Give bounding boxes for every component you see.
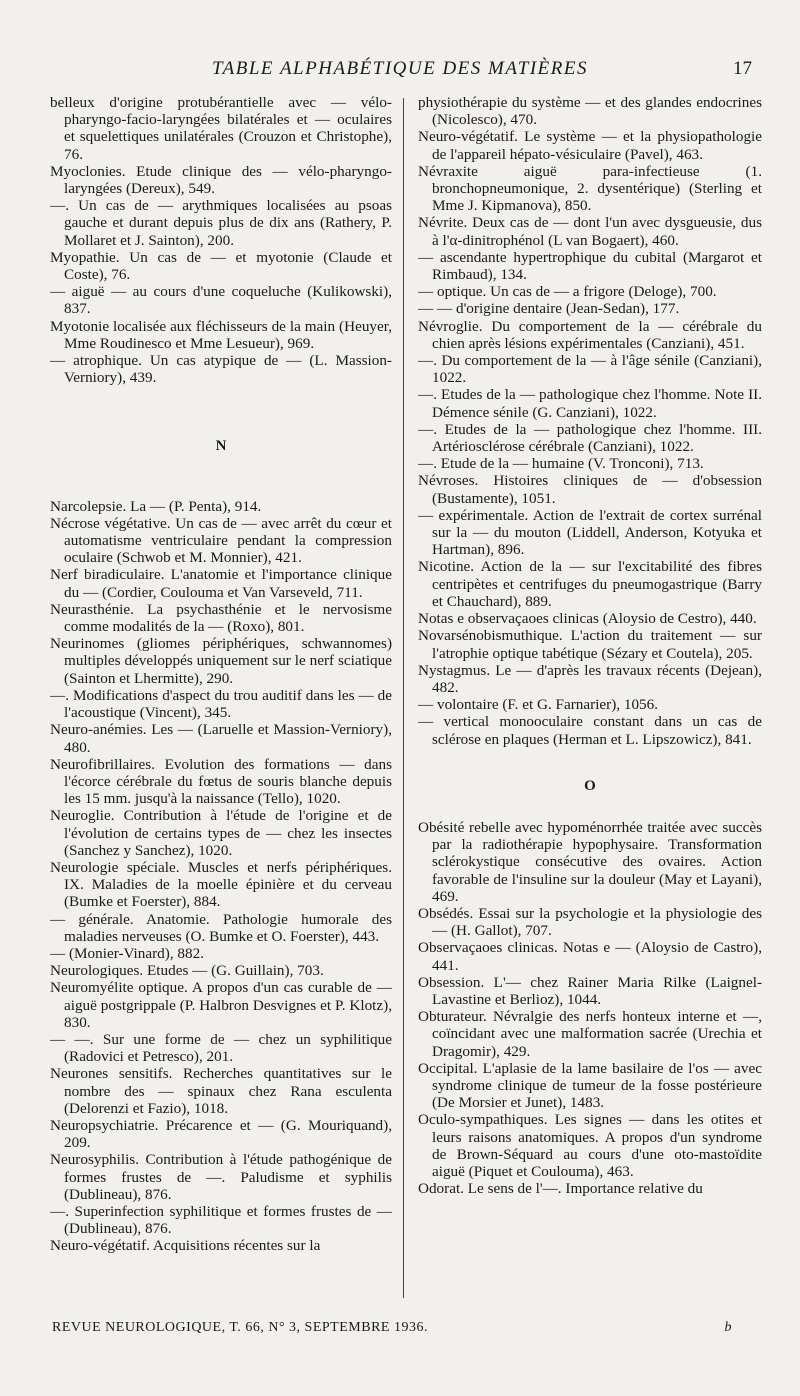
index-entry: Obturateur. Névralgie des nerfs honteux interne et —, coïncidant avec une malformation sacrée (Urechia et Dragomir), 429. — [418, 1008, 762, 1060]
index-entry: — aiguë — au cours d'une coqueluche (Kulikowski), 837. — [50, 283, 392, 318]
index-entry: Myoclonies. Etude clinique des — vélo-pharyngo-laryngées (Dereux), 549. — [50, 162, 392, 198]
section-letter-o: O — [584, 777, 596, 794]
index-entry: Névroglie. Du comportement de la — cérébrale du chien après lésions expérimentales (Canziani), 451. — [418, 317, 762, 352]
index-entry: —. Du comportement de la — à l'âge sénile (Canziani), 1022. — [418, 352, 762, 387]
index-entry: belleux d'origine protubérantielle avec — vélo-pharyngo-facio-laryngées bilatérales et — oculaires et squelettiques unilatérales (Crouzon et Christophe), 76. — [50, 94, 392, 163]
index-entry: — volontaire (F. et G. Farnarier), 1056. — [418, 696, 659, 714]
index-entry: Neurones sensitifs. Recherches quantitatives sur le nombre des — spinaux chez Rana esculenta (Delorenzi et Fazio), 1018. — [50, 1065, 392, 1117]
index-entry: —. Superinfection syphilitique et formes frustes de — (Dublineau), 876. — [50, 1202, 392, 1238]
column-divider — [403, 98, 404, 1298]
index-entry: Myopathie. Un cas de — et myotonie (Claude et Coste), 76. — [50, 248, 392, 284]
journal-citation: REVUE NEUROLOGIQUE, T. 66, N° 3, SEPTEMBRE 1936. — [52, 1320, 428, 1335]
index-entry: Neurinomes (gliomes périphériques, schwannomes) multiples développés uniquement sur le nerf sciatique (Sainton et Lhermitte), 290. — [50, 635, 392, 687]
index-entry: Névroses. Histoires cliniques de — d'obsession (Bustamente), 1051. — [418, 472, 762, 507]
index-entry: Nerf biradiculaire. L'anatomie et l'importance clinique du — (Cordier, Coulouma et Van Varseveld, 711. — [50, 566, 392, 601]
index-entry: Névraxite aiguë para-infectieuse (1. bronchopneumonique, 2. dysentérique) (Sterling et Mme J. Kipmanova), 850. — [418, 162, 762, 215]
right-column — [418, 94, 762, 1309]
index-entry: Novarsénobismuthique. L'action du traitement — sur l'atrophie optique tabétique (Sézary et Coutela), 205. — [418, 627, 762, 662]
index-entry: Neuroglie. Contribution à l'étude de l'origine et de l'évolution de certains types de — chez les insectes (Sanchez y Sanchez), 1020. — [50, 807, 392, 859]
index-entry: Nystagmus. Le — d'après les travaux récents (Dejean), 482. — [418, 661, 762, 696]
index-entry: — —. Sur une forme de — chez un syphilitique (Radovici et Petresco), 201. — [50, 1030, 392, 1066]
index-entry: — expérimentale. Action de l'extrait de cortex surrénal sur la — du mouton (Liddell, Anderson, Kotyuka et Hartman), 896. — [418, 506, 762, 559]
index-entry: Narcolepsie. La — (P. Penta), 914. — [50, 497, 262, 515]
index-entry: Obsédés. Essai sur la psychologie et la physiologie des — (H. Gallot), 707. — [418, 904, 762, 940]
index-entry: Obésité rebelle avec hypoménorrhée traitée avec succès par la radiothérapie hypophysaire. Transformation sclérokystique consécutive des ovaires. Action favorable de l'insuline sur la douleur (May et Layani), 469. — [418, 818, 762, 905]
index-entry: —. Etudes de la — pathologique chez l'homme. Note II. Démence sénile (G. Canziani), 1022. — [418, 386, 762, 421]
index-entry: Neurologiques. Etudes — (G. Guillain), 703. — [50, 962, 324, 980]
index-entry: —. Etudes de la — pathologique chez l'homme. III. Artériosclérose cérébrale (Canziani), 1022. — [418, 420, 762, 456]
index-entry: — ascendante hypertrophique du cubital (Margarot et Rimbaud), 134. — [418, 248, 762, 284]
page-number: 17 — [733, 58, 752, 79]
index-entry: Neurofibrillaires. Evolution des formations — dans l'écorce cérébrale du fœtus de souris blanche depuis les 15 mm. jusqu'à la naissance (Tello), 1020. — [50, 755, 392, 808]
index-entry: —. Un cas de — arythmiques localisées au psoas gauche et durant depuis plus de dix ans (Rathery, P. Mollaret et J. Sainton), 200. — [50, 197, 392, 249]
index-entry: Nicotine. Action de la — sur l'excitabilité des fibres centripètes et centrifuges du pneumogastrique (Barry et Chauchard), 889. — [418, 558, 762, 610]
index-entry: — (Monier-Vinard), 882. — [50, 944, 204, 962]
index-entry: — atrophique. Un cas atypique de — (L. Massion-Verniory), 439. — [50, 352, 392, 387]
index-entry: physiothérapie du système — et des glandes endocrines (Nicolesco), 470. — [418, 94, 762, 129]
index-entry: Neurologie spéciale. Muscles et nerfs périphériques. IX. Maladies de la moelle épinière et du cerveau (Bumke et Foerster), 884. — [50, 858, 392, 911]
index-entry: Odorat. Le sens de l'—. Importance relative du — [418, 1180, 703, 1198]
index-entry: Neuro-végétatif. Acquisitions récentes sur la — [50, 1237, 321, 1255]
index-entry: Neuropsychiatrie. Précarence et — (G. Mouriquand), 209. — [50, 1116, 392, 1152]
index-entry: — vertical monooculaire constant dans un cas de sclérose en plaques (Herman et L. Lipszowicz), 841. — [418, 713, 762, 748]
index-entry: Occipital. L'aplasie de la lame basilaire de l'os — avec syndrome clinique de tumeur de la fosse postérieure (De Morsier et Junet), 1483. — [418, 1059, 762, 1112]
index-entry: —. Modifications d'aspect du trou auditif dans les — de l'acoustique (Vincent), 345. — [50, 686, 392, 722]
index-entry: Neuro-végétatif. Le système — et la physiopathologie de l'appareil hépato-vésiculaire (Pavel), 463. — [418, 128, 762, 163]
index-entry: Myotonie localisée aux fléchisseurs de la main (Heuyer, Mme Roudinesco et Mme Lesueur), 969. — [50, 317, 392, 352]
index-entry: — générale. Anatomie. Pathologie humorale des maladies nerveuses (O. Bumke et O. Foerster), 443. — [50, 910, 392, 945]
index-entry: Nécrose végétative. Un cas de — avec arrêt du cœur et automatisme ventriculaire pendant la compression oculaire (Schwob et M. Monnier), 421. — [50, 514, 392, 567]
left-column — [50, 94, 392, 1309]
signature-mark: b — [724, 1320, 732, 1335]
index-entry: Notas e observaçaoes clinicas (Aloysio de Cestro), 440. — [418, 610, 757, 628]
index-entry: Névrite. Deux cas de — dont l'un avec dysgueusie, dus à l'α-dinitrophénol (L van Bogaert), 460. — [418, 214, 762, 249]
index-entry: Oculo-sympathiques. Les signes — dans les otites et leurs raisons anatomiques. A propos d'un syndrome de Brown-Séquard au cours d'une oto-mastoïdite aiguë (Piquet et Coulouma), 463. — [418, 1111, 762, 1180]
index-entry: Neuromyélite optique. A propos d'un cas curable de — aiguë postgrippale (P. Halbron Desvignes et P. Klotz), 830. — [50, 979, 392, 1031]
index-entry: — — d'origine dentaire (Jean-Sedan), 177. — [418, 300, 680, 318]
page-footer — [52, 1320, 752, 1342]
index-entry: Neurasthénie. La psychasthénie et le nervosisme comme modalités de la — (Roxo), 801. — [50, 600, 392, 636]
index-entry: — optique. Un cas de — a frigore (Deloge), 700. — [418, 283, 717, 301]
index-entry: —. Etude de la — humaine (V. Tronconi), 713. — [418, 455, 704, 473]
index-entry: Neuro-anémies. Les — (Laruelle et Massion-Verniory), 480. — [50, 721, 392, 756]
index-entry: Observaçaoes clinicas. Notas e — (Aloysio de Castro), 441. — [418, 939, 762, 974]
page-header — [0, 58, 800, 88]
index-entry: Obsession. L'— chez Rainer Maria Rilke (Laignel-Lavastine et Berlioz), 1044. — [418, 973, 762, 1008]
running-title: TABLE ALPHABÉTIQUE DES MATIÈRES — [212, 58, 588, 79]
index-entry: Neurosyphilis. Contribution à l'étude pathogénique de formes frustes de —. Paludisme et syphilis (Dublineau), 876. — [50, 1151, 392, 1203]
section-letter-n: N — [215, 438, 227, 455]
